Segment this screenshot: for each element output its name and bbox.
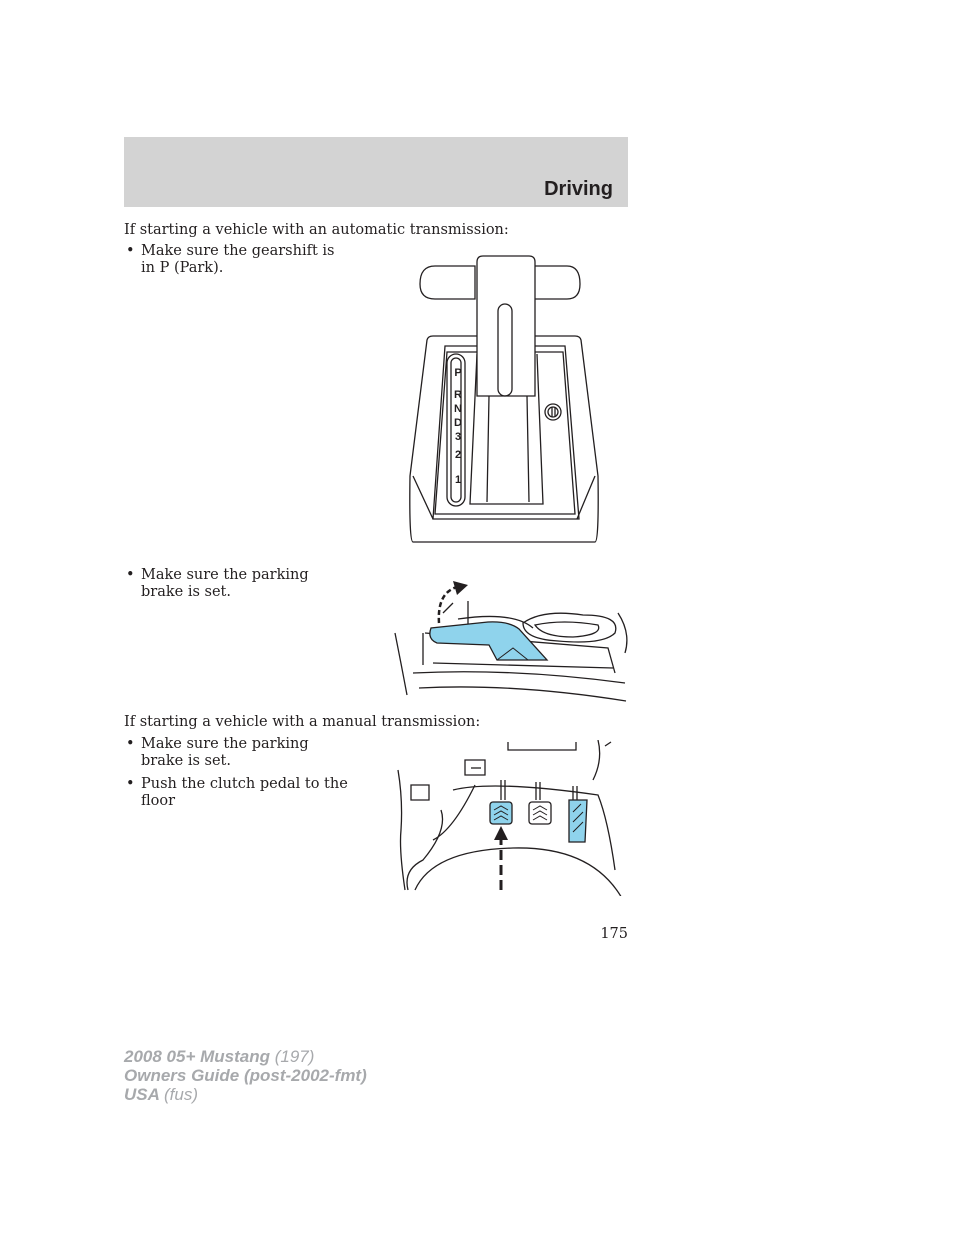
manual-bullets [124, 736, 379, 816]
footer-model: 2008 05+ Mustang [124, 1047, 270, 1066]
footer-guide: Owners Guide (post-2002-fmt) [124, 1066, 367, 1085]
footer-market-code: (fus) [164, 1085, 198, 1104]
automatic-intro: If starting a vehicle with an automatic transmission: [124, 222, 509, 238]
gear-label-p: P [454, 367, 462, 379]
list-item [124, 567, 351, 601]
gear-label-r: R [454, 389, 462, 401]
manual-intro: If starting a vehicle with a manual transmission: [124, 714, 481, 730]
arrow-icon [439, 581, 468, 623]
footer-market: USA [124, 1085, 160, 1104]
gear-label-1: 1 [454, 474, 462, 486]
bullet-text: Make sure the gearshift is in P (Park). [141, 243, 335, 276]
gear-label-3: 3 [454, 431, 462, 443]
bullet-dot: • [126, 567, 135, 583]
bullet-dot: • [126, 736, 135, 752]
automatic-bullets-2 [124, 567, 379, 607]
gear-label-d: D [454, 417, 462, 429]
pedals-illustration [393, 740, 628, 896]
bullet-dot: • [126, 776, 135, 792]
list-item [124, 776, 379, 810]
gear-label-n: N [454, 403, 462, 415]
automatic-bullets-1 [124, 243, 379, 283]
bullet-text: Make sure the parking brake is set. [141, 567, 309, 600]
list-item [124, 736, 351, 770]
footer-model-code: (197) [274, 1047, 315, 1066]
footer [124, 1047, 367, 1104]
section-title: Driving [544, 178, 613, 200]
list-item [124, 243, 351, 277]
header-band [124, 137, 628, 207]
bullet-text: Make sure the parking brake is set. [141, 736, 309, 769]
page-number: 175 [600, 926, 628, 942]
gearshift-illustration [405, 254, 603, 546]
bullet-text: Push the clutch pedal to the floor [141, 776, 348, 809]
arrow-up-icon [494, 826, 508, 890]
parking-brake-illustration [393, 573, 628, 706]
bullet-dot: • [126, 243, 135, 259]
gear-label-2: 2 [454, 449, 462, 461]
